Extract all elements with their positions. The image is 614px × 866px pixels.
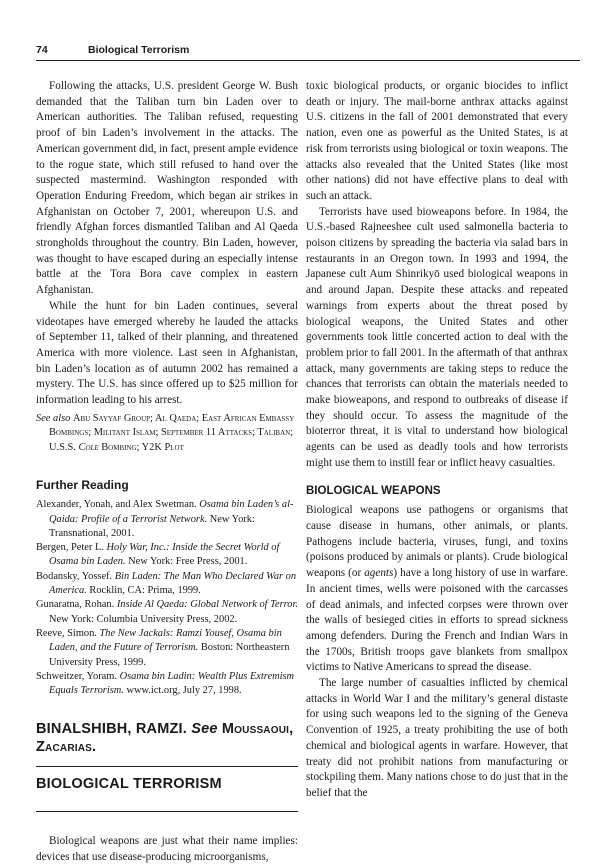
page-number: 74 <box>36 44 48 56</box>
see-also-links[interactable]: Abu Sayyaf Group; Al Qaeda; East African Embassy Bombings; Militant Islam; September 11 Attacks; Taliban; U.S.S. <box>49 412 295 453</box>
running-header <box>36 40 580 61</box>
section-heading: BIOLOGICAL WEAPONS <box>306 484 441 497</box>
see-also <box>36 412 298 456</box>
entry-see-ref[interactable]: Moussaoui, Zacarias. <box>36 721 294 756</box>
paragraph: Terrorists have used bioweapons before. In 1984, the U.S.-based Rajneeshee cult used salmonella bacteria to poison citizens by spreading the bacteria via salad bars in restaurants in an Oregon town. In 1993 and 1994, the Japanese cult Aum Shinrikyō used biological weapons in and around Japan. Despite these attacks and repeated warnings from experts about the threat posed by biological weapons, the United States and other governments took little concerted action to deal with the problem prior to fall 2001. In the aftermath of that anthrax attack, many governments are taking steps to reduce the chances that terrorists can obtain the materials needed to make bioweapons, and respond to outbreaks of disease if they should occur. To assess the magnitude of the bioterror threat, it is vital to understand how biological agents can be used as deadly tools and how terrorists might use them to instill fear or inflict heavy casualties. <box>306 205 568 469</box>
bibliography-entry: Bergen, Peter L. Holy War, Inc.: Inside the Secret World of Osama bin Laden. New York: Free Press, 2001. <box>36 542 280 568</box>
left-column <box>36 79 298 866</box>
see-also-cole[interactable]: Cole <box>78 441 99 453</box>
paragraph: toxic biological products, or organic biocides to inflict death or injury. The mail-borne anthrax attacks against U.S. citizens in the fall of 2001 demonstrated that every nation, even one as powerful as the United States, is at risk from terrorists using biological or toxin weapons. The attacks also revealed that the United States (like most other nations) did not have effective plans to deal with such an attack. <box>306 80 568 202</box>
entry-binalshibh <box>36 720 298 756</box>
bibliography-entry: Gunaratna, Rohan. Inside Al Qaeda: Global Network of Terror. New York: Columbia University Press, 2002. <box>36 599 298 625</box>
paragraph: Following the attacks, U.S. president George W. Bush demanded that the Taliban turn bin Laden over to American authorities. The Taliban refused, requesting proof of bin Laden’s involvement in the attacks. The American government did, in fact, present ample evidence to the rogue state, which still refused to hand over the suspected mastermind. Washington responded with Operation Enduring Freedom, which began air strikes in Afghanistan on October 7, 2001, whereupon U.S. and friendly Afghan forces dismantled Taliban and Al Qaeda strongholds throughout the country. Bin Laden, however, was thought to have escaped during an especially intense battle at the Tora Bora cave complex in eastern Afghanistan. <box>36 80 298 297</box>
paragraph: Biological weapons are just what their name implies: devices that use disease-producing microorganisms, <box>36 835 298 864</box>
see-also-links-2[interactable]: Bombing; Y2K Plot <box>101 441 184 453</box>
bibliography-entry: Bodansky, Yossef. Bin Laden: The Man Who Declared War on America. Rocklin, CA: Prima, 1999. <box>36 570 297 597</box>
paragraph: The large number of casualties inflicted by chemical attacks in World War I and the military’s general distaste for using such weapons led to the signing of the Geneva Convention of 1925, a treaty prohibiting the use of both chemical and biological agents in warfare. However, that treaty did not prohibit nations from manufacturing or stockpiling them. Many nations chose to do just that in the belief that the <box>306 677 568 799</box>
entry-biological-terrorism: BIOLOGICAL TERRORISM <box>36 776 222 793</box>
see-also-label: See also <box>36 412 71 424</box>
right-column <box>306 79 568 802</box>
bibliography-entry: Reeve, Simon. The New Jackals: Ramzi Yousef, Osama bin Laden, and the Future of Terrorism. Boston: Northeastern University Press, 1999. <box>36 627 290 668</box>
bibliography-entry: Alexander, Yonah, and Alex Swetman. Osama bin Laden’s al-Qaida: Profile of a Terrorist Network. New York: Transnational, 2001. <box>36 499 294 539</box>
bibliography-entry: Schweitzer, Yoram. Osama bin Ladin: Wealth Plus Extremism Equals Terrorism. www.ict.org, July 27, 1998. <box>36 670 295 697</box>
further-reading-heading: Further Reading <box>36 477 129 492</box>
entry-see: See <box>191 721 218 738</box>
paragraph: Biological weapons use pathogens or organisms that cause disease in humans, other animals, or plants. Pathogens include bacteria, viruses, fungi, and toxins (poisons produced by animals or plants). Crude biological weapons (or agents) have a long history of use in warfare. In ancient times, wells were poisoned with the carcasses of dead animals, and infected corpses were thrown over the walls of besieged cities in efforts to spread sickness among defenders. During the French and Indian Wars in the 1700s, British troops gave blankets from smallpox victims to Native Americans to spread the disease. <box>306 504 568 674</box>
bibliography <box>36 498 298 698</box>
paragraph: While the hunt for bin Laden continues, several videotapes have emerged whereby he lauded the attacks of September 11, talked of their planning, and threatened America with more violence. Last seen in Afghanistan, bin Laden’s location as of autumn 2002 has remained a mystery. The U.S. has since offered up to $25 million for information leading to his arrest. <box>36 299 298 407</box>
agents-term: agents <box>364 567 394 580</box>
entry-binalshibh-title: BINALSHIBH, RAMZI. <box>36 721 188 738</box>
divider <box>36 766 298 767</box>
divider <box>36 811 298 812</box>
running-title: Biological Terrorism <box>88 44 190 56</box>
